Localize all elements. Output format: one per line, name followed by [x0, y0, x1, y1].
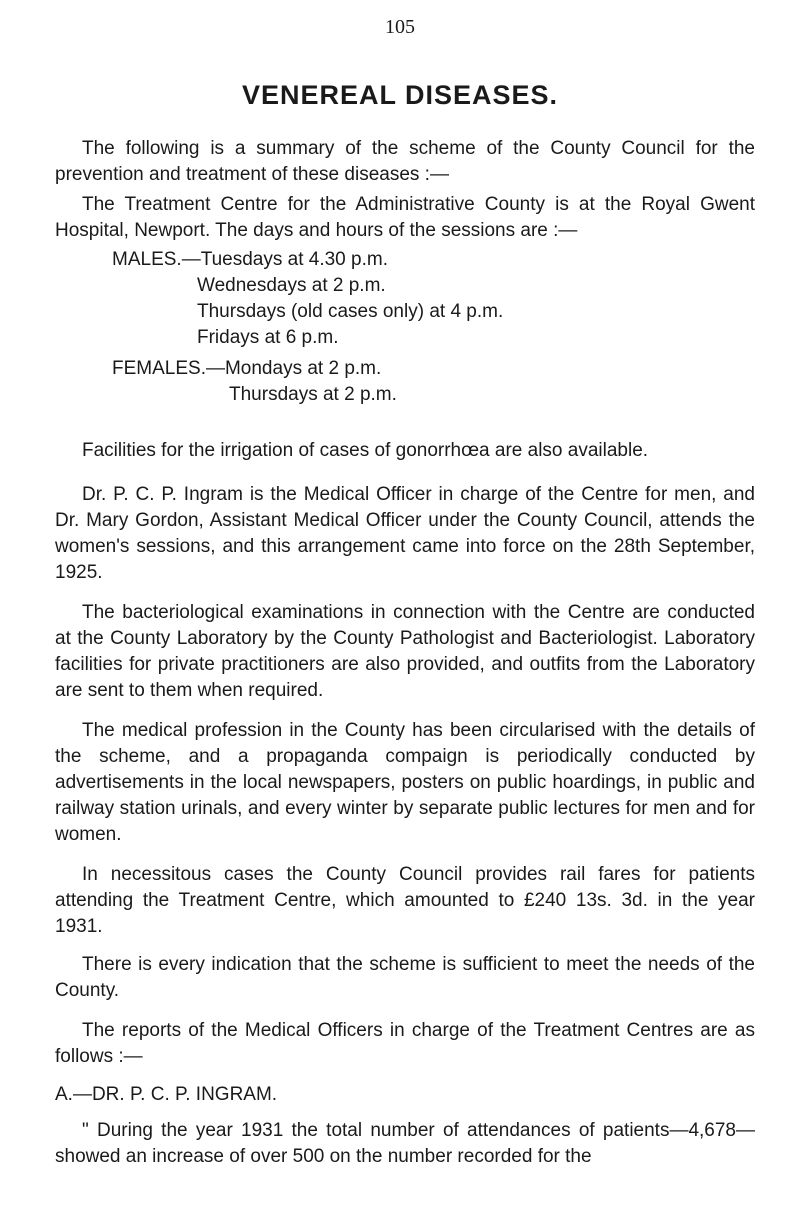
- paragraph-section-a: " During the year 1931 the total number of attendances of patients—4,678—showed an increase of over 500 on the number recorded for the: [55, 1120, 755, 1167]
- females-schedule: [112, 356, 397, 408]
- paragraph-treatment-centre: The Treatment Centre for the Administrative County is at the Royal Gwent Hospital, Newport. The days and hours of the sessions are :—: [55, 194, 755, 241]
- males-session: Thursdays (old cases only) at 4 p.m.: [197, 301, 504, 322]
- males-schedule: [112, 247, 503, 351]
- males-session: Wednesdays at 2 p.m.: [197, 275, 386, 296]
- paragraph-propaganda: The medical profession in the County has been circularised with the details of the scheme, and a propaganda compaign is periodically conducted by advertisements in the local newspapers, posters on public hoardings, in public and railway station urinals, and every winter by separate public lectures for men and for women.: [55, 720, 755, 845]
- males-session: Fridays at 6 p.m.: [197, 327, 339, 348]
- page-number: 105: [385, 16, 415, 38]
- paragraph-rail-fares: In necessitous cases the County Council provides rail fares for patients attending the Treatment Centre, which amounted to £240 13s. 3d. in the year 1931.: [55, 864, 755, 937]
- paragraph-intro: The following is a summary of the scheme of the County Council for the prevention and treatment of these diseases :—: [55, 138, 755, 185]
- females-label: FEMALES.—Mondays at 2 p.m.: [112, 358, 382, 379]
- paragraph-irrigation: Facilities for the irrigation of cases of gonorrhœa are also available.: [82, 440, 649, 461]
- females-session: Thursdays at 2 p.m.: [229, 384, 397, 405]
- paragraph-sufficiency: There is every indication that the scheme is sufficient to meet the needs of the County.: [55, 954, 755, 1001]
- paragraph-reports-intro: The reports of the Medical Officers in charge of the Treatment Centres are as follows :—: [55, 1020, 755, 1067]
- section-a-heading: A.—DR. P. C. P. INGRAM.: [55, 1084, 278, 1105]
- paragraph-bacteriological: The bacteriological examinations in connection with the Centre are conducted at the County Laboratory by the County Pathologist and Bacteriologist. Laboratory facilities for private practitioners are also provided, and outfits from the Laboratory are sent to them when required.: [55, 602, 755, 701]
- paragraph-medical-officer: Dr. P. C. P. Ingram is the Medical Officer in charge of the Centre for men, and Dr. Mary Gordon, Assistant Medical Officer under the County Council, attends the women's sessions, and this arrangement came into force on the 28th September, 1925.: [55, 484, 755, 583]
- page-title: VENEREAL DISEASES.: [241, 80, 559, 110]
- males-label: MALES.—Tuesdays at 4.30 p.m.: [112, 249, 388, 270]
